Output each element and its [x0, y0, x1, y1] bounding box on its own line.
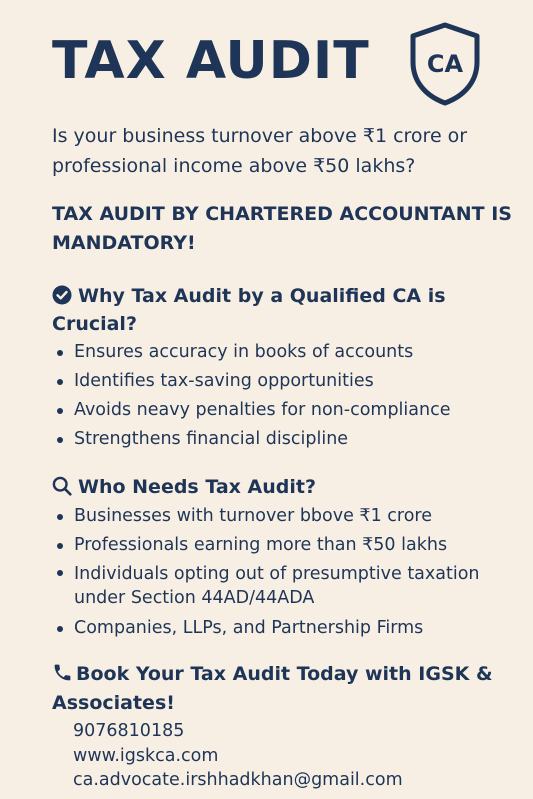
- ca-shield-icon: [408, 22, 482, 106]
- cta-heading: [52, 660, 522, 718]
- page-title: TAX AUDIT: [52, 31, 370, 91]
- who-list: [52, 502, 522, 643]
- list-item: Businesses with turnover bbove ₹1 crore: [52, 502, 522, 531]
- list-item: Identifies tax-saving opportunities: [52, 367, 522, 396]
- phone-icon: [52, 662, 73, 683]
- why-heading-text: Why Tax Audit by a Qualified CA is Crucial?: [52, 285, 446, 335]
- cta-heading-text: Book Your Tax Audit Today with IGSK & Associates!: [52, 663, 493, 714]
- list-item: Ensures accuracy in books of accounts: [52, 338, 522, 367]
- badge-text: CA: [426, 50, 464, 78]
- search-icon: [52, 476, 72, 496]
- contact-email[interactable]: ca.advocate.irshhadkhan@gmail.com: [73, 770, 403, 790]
- list-item: Strengthens financial discipline: [52, 425, 522, 454]
- list-item: Professionals earning more than ₹50 lakhs: [52, 531, 522, 560]
- who-heading-text: Who Needs Tax Audit?: [78, 476, 317, 498]
- who-heading: [52, 473, 522, 501]
- list-item: Individuals opting out of presumptive taxation under Section 44AD/44ADA: [52, 560, 522, 614]
- contact-website[interactable]: www.igskca.com: [73, 745, 219, 766]
- check-circle-icon: [52, 285, 72, 305]
- list-item: Avoids neavy penalties for non-compliance: [52, 396, 522, 425]
- contact-list: [73, 719, 523, 793]
- mandatory-alert: TAX AUDIT BY CHARTERED ACCOUNTANT IS MANDATORY!: [52, 203, 512, 254]
- why-heading: [52, 282, 522, 338]
- list-item: Companies, LLPs, and Partnership Firms: [52, 614, 522, 643]
- contact-phone[interactable]: 9076810185: [73, 721, 185, 741]
- intro-question: Is your business turnover above ₹1 crore or professional income above ₹50 lakhs?: [52, 125, 468, 177]
- why-list: [52, 338, 522, 454]
